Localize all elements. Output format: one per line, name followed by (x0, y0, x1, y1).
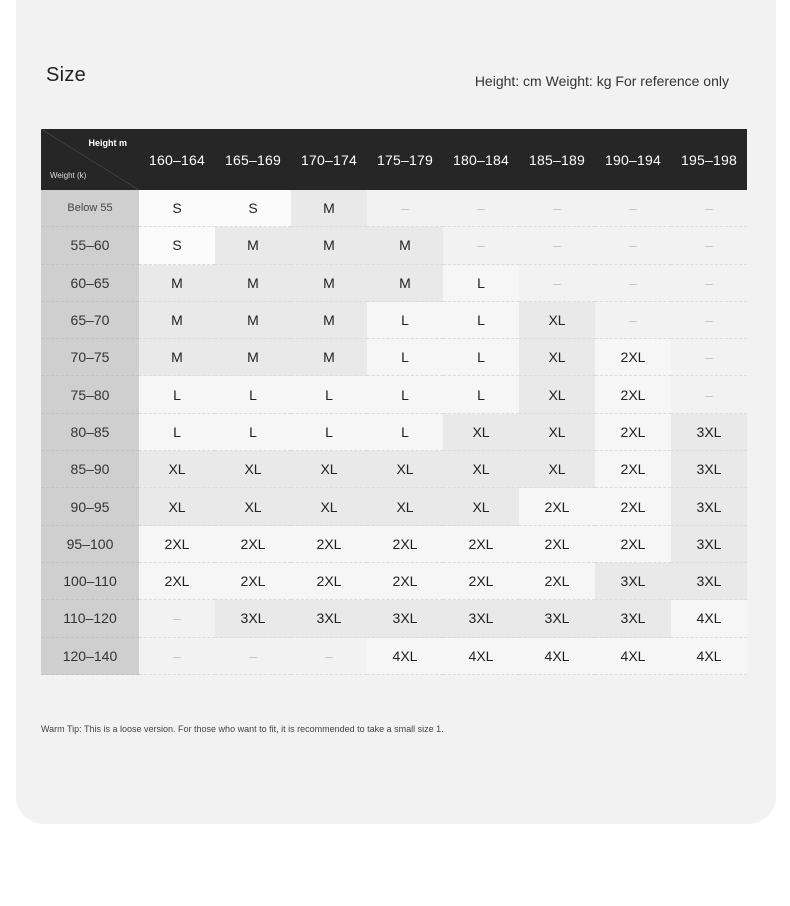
table-row (41, 600, 747, 637)
size-cell: M (139, 302, 215, 339)
size-cell: – (595, 265, 671, 302)
size-cell: 4XL (519, 638, 595, 675)
table-row (41, 302, 747, 339)
weight-cell: 85–90 (41, 451, 139, 488)
size-cell: 2XL (595, 526, 671, 563)
size-cell: XL (519, 376, 595, 413)
size-cell: XL (291, 451, 367, 488)
size-cell: 3XL (215, 600, 291, 637)
height-column-header: 195–198 (681, 151, 737, 168)
height-column-header: 185–189 (529, 151, 585, 168)
size-cell: L (443, 265, 519, 302)
size-cell: 2XL (215, 563, 291, 600)
size-cell: L (291, 414, 367, 451)
size-cell: – (291, 638, 367, 675)
size-cell: 3XL (671, 563, 747, 600)
corner-weight-label: Weight (k) (50, 171, 87, 180)
size-cell: 4XL (367, 638, 443, 675)
size-cell: XL (367, 451, 443, 488)
size-cell: – (671, 190, 747, 227)
size-cell: 2XL (595, 339, 671, 376)
size-cell: 2XL (139, 563, 215, 600)
size-cell: – (671, 302, 747, 339)
size-cell: L (139, 414, 215, 451)
weight-cell: 70–75 (41, 339, 139, 376)
table-corner (41, 129, 139, 190)
table-body (41, 190, 747, 675)
size-cell: M (291, 339, 367, 376)
size-cell: XL (291, 488, 367, 525)
size-cell: 2XL (595, 414, 671, 451)
size-cell: L (291, 376, 367, 413)
size-cell: S (139, 227, 215, 264)
table-row (41, 339, 747, 376)
size-table (41, 129, 747, 675)
size-cell: – (519, 190, 595, 227)
size-cell: – (595, 302, 671, 339)
size-cell: S (139, 190, 215, 227)
weight-cell: 80–85 (41, 414, 139, 451)
size-cell: L (443, 376, 519, 413)
size-cell: XL (139, 488, 215, 525)
size-cell: XL (367, 488, 443, 525)
size-cell: M (215, 302, 291, 339)
size-cell: – (595, 227, 671, 264)
size-cell: – (139, 600, 215, 637)
weight-cell: 75–80 (41, 376, 139, 413)
table-row (41, 376, 747, 413)
height-column-header: 160–164 (149, 151, 205, 168)
size-cell: L (443, 302, 519, 339)
size-cell: 2XL (443, 526, 519, 563)
size-cell: XL (443, 414, 519, 451)
size-cell: M (291, 302, 367, 339)
height-column-header: 165–169 (225, 151, 281, 168)
height-column-header: 175–179 (377, 151, 433, 168)
size-cell: 4XL (671, 638, 747, 675)
size-cell: 2XL (519, 563, 595, 600)
size-cell: 2XL (215, 526, 291, 563)
size-cell: L (367, 302, 443, 339)
size-cell: M (139, 265, 215, 302)
size-cell: XL (139, 451, 215, 488)
size-cell: 4XL (671, 600, 747, 637)
size-cell: S (215, 190, 291, 227)
size-cell: 3XL (367, 600, 443, 637)
size-cell: XL (215, 451, 291, 488)
size-cell: L (367, 376, 443, 413)
size-cell: – (671, 339, 747, 376)
size-cell: 2XL (595, 376, 671, 413)
size-cell: M (291, 265, 367, 302)
size-cell: 2XL (367, 563, 443, 600)
size-cell: M (367, 265, 443, 302)
size-cell: M (367, 227, 443, 264)
size-cell: M (139, 339, 215, 376)
size-cell: XL (519, 414, 595, 451)
height-column-header: 170–174 (301, 151, 357, 168)
size-cell: 3XL (291, 600, 367, 637)
size-cell: L (215, 414, 291, 451)
size-cell: 2XL (367, 526, 443, 563)
size-cell: XL (519, 451, 595, 488)
height-column-header: 180–184 (453, 151, 509, 168)
size-cell: M (215, 227, 291, 264)
table-row (41, 451, 747, 488)
size-cell: XL (443, 451, 519, 488)
size-cell: M (291, 190, 367, 227)
size-cell: XL (443, 488, 519, 525)
table-row (41, 190, 747, 227)
table-row (41, 526, 747, 563)
page-title: Size (46, 64, 87, 86)
corner-height-label: Height m (88, 138, 127, 148)
table-row (41, 563, 747, 600)
size-cell: L (367, 414, 443, 451)
reference-note: Height: cm Weight: kg For reference only (474, 73, 729, 89)
weight-cell: 110–120 (41, 600, 139, 637)
weight-cell: 90–95 (41, 488, 139, 525)
weight-cell: 100–110 (41, 563, 139, 600)
weight-cell: 95–100 (41, 526, 139, 563)
size-cell: – (671, 227, 747, 264)
table-row (41, 265, 747, 302)
size-cell: 3XL (671, 488, 747, 525)
size-cell: 3XL (595, 600, 671, 637)
size-cell: 2XL (595, 488, 671, 525)
table-row (41, 488, 747, 525)
table-row (41, 414, 747, 451)
size-cell: 2XL (519, 526, 595, 563)
size-cell: – (595, 190, 671, 227)
size-cell: XL (519, 339, 595, 376)
size-cell: 3XL (595, 563, 671, 600)
size-cell: 3XL (443, 600, 519, 637)
table-row (41, 638, 747, 675)
weight-cell: 120–140 (41, 638, 139, 675)
size-cell: L (443, 339, 519, 376)
size-cell: 4XL (595, 638, 671, 675)
weight-cell: 60–65 (41, 265, 139, 302)
size-cell: 3XL (519, 600, 595, 637)
size-cell: M (215, 265, 291, 302)
size-cell: M (215, 339, 291, 376)
table-row (41, 227, 747, 264)
size-cell: – (443, 227, 519, 264)
size-cell: – (519, 227, 595, 264)
size-cell: 4XL (443, 638, 519, 675)
weight-cell: 65–70 (41, 302, 139, 339)
weight-cell: 55–60 (41, 227, 139, 264)
size-cell: XL (519, 302, 595, 339)
warm-tip: Warm Tip: This is a loose version. For those who want to fit, it is recommended to take a small size 1. (41, 724, 444, 734)
size-cell: 2XL (291, 526, 367, 563)
size-cell: XL (215, 488, 291, 525)
size-cell: – (443, 190, 519, 227)
weight-cell: Below 55 (41, 190, 139, 227)
size-cell: – (671, 265, 747, 302)
size-cell: L (367, 339, 443, 376)
size-cell: 3XL (671, 451, 747, 488)
size-cell: – (671, 376, 747, 413)
size-cell: 3XL (671, 414, 747, 451)
size-cell: – (139, 638, 215, 675)
size-cell: M (291, 227, 367, 264)
size-cell: 2XL (519, 488, 595, 525)
size-cell: – (215, 638, 291, 675)
size-cell: – (519, 265, 595, 302)
table-header (41, 129, 747, 190)
size-cell: 2XL (595, 451, 671, 488)
size-cell: 2XL (443, 563, 519, 600)
size-cell: L (215, 376, 291, 413)
size-cell: 2XL (291, 563, 367, 600)
height-column-header: 190–194 (605, 151, 661, 168)
size-cell: 3XL (671, 526, 747, 563)
size-cell: L (139, 376, 215, 413)
size-cell: 2XL (139, 526, 215, 563)
size-cell: – (367, 190, 443, 227)
